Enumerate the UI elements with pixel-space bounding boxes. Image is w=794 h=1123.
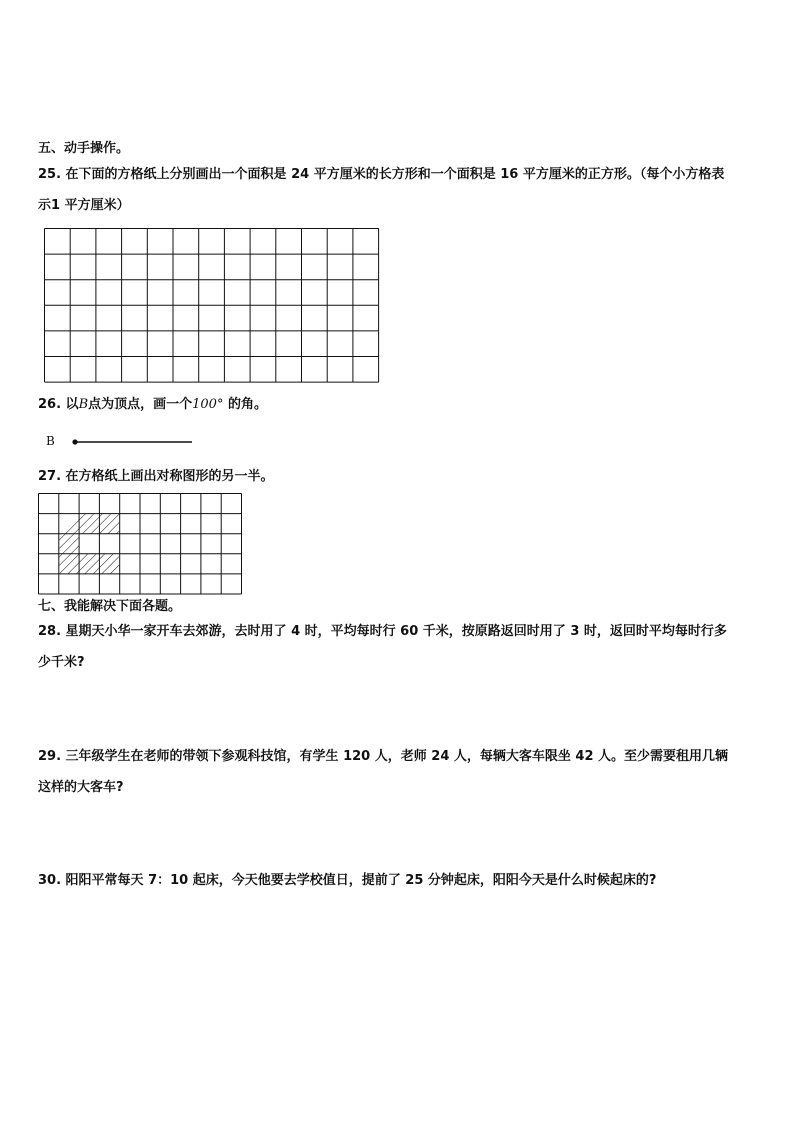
grid-paper-q25[interactable] [44, 228, 380, 384]
grid-paper-q27[interactable] [38, 493, 244, 596]
question-29-line1: 29. 三年级学生在老师的带领下参观科技馆，有学生 120 人，老师 24 人，每辆大客车限坐 42 人。至少需要租用几辆 [38, 749, 729, 764]
section-five-heading: 五、动手操作。 [38, 141, 130, 156]
symmetric-half-shape [59, 513, 119, 573]
angle-ray-b[interactable] [70, 436, 196, 448]
question-25-line2: 示1 平方厘米） [38, 198, 130, 213]
question-26-angle: 100° [192, 397, 224, 412]
question-26 [38, 396, 267, 414]
question-29-line2: 这样的大客车? [38, 780, 124, 795]
question-26-prefix: 26. 以 [38, 397, 79, 412]
question-26-suffix: 的角。 [223, 397, 267, 412]
question-26-point: B [78, 397, 89, 412]
question-27: 27. 在方格纸上画出对称图形的另一半。 [38, 469, 274, 484]
question-25-line1: 25. 在下面的方格纸上分别画出一个面积是 24 平方厘米的长方形和一个面积是 16 平方厘米的正方形。（每个小方格表 [38, 167, 725, 182]
question-28-line2: 少千米? [38, 655, 85, 670]
question-30: 30. 阳阳平常每天 7：10 起床，今天他要去学校值日，提前了 25 分钟起床，阳阳今天是什么时候起床的? [38, 873, 657, 888]
vertex-b-label: B [46, 434, 55, 448]
question-28-line1: 28. 星期天小华一家开车去郊游，去时用了 4 时，平均每时行 60 千米，按原路返回时用了 3 时，返回时平均每时行多 [38, 624, 727, 639]
question-26-middle: 点为顶点，画一个 [88, 397, 193, 412]
section-seven-heading: 七、我能解决下面各题。 [38, 599, 182, 614]
